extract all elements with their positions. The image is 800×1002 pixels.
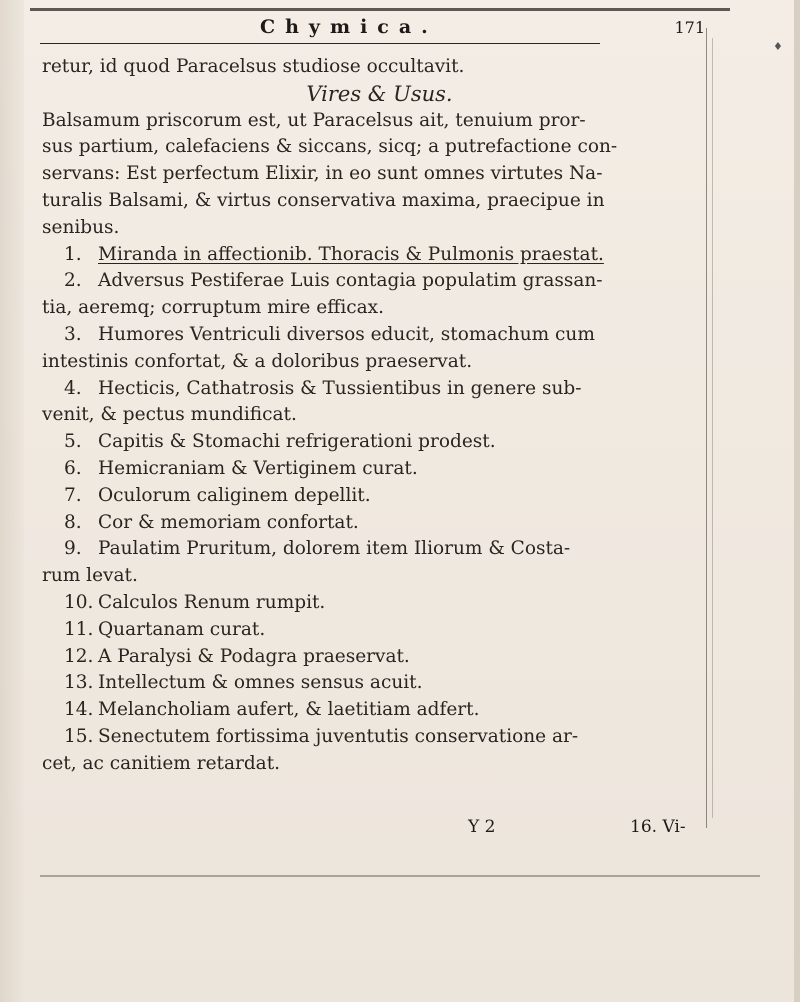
page-edge [794,0,800,1002]
running-title: Chymica. [260,16,438,38]
line-text: Hecticis, Cathatrosis & Tussientibus in genere sub- [98,377,582,399]
numbered-line [42,670,707,697]
item-number: 10. [64,591,94,613]
item-number: 13. [64,672,94,694]
body-text [42,54,707,778]
line-text: Melancholiam aufert, & laetitiam adfert. [98,699,480,721]
line-text: Oculorum caliginem depellit. [98,484,371,506]
text-line [42,161,707,188]
header-rule [40,43,600,44]
line-text: Cor & memoriam confortat. [98,511,359,533]
line-text: turalis Balsami, & virtus conservativa maxima, praecipue in [42,189,605,211]
item-number: 8. [64,511,82,533]
item-number: 9. [64,538,82,560]
line-text: Balsamum priscorum est, ut Paracelsus ait, tenuium pror- [42,109,586,131]
text-line [42,751,707,778]
item-number: 11. [64,618,94,640]
line-text: Quartanam curat. [98,618,266,640]
catchword: 16. Vi- [630,817,686,837]
section-heading: Vires & Usus. [306,81,453,106]
page-number: 171 [674,18,705,37]
item-number: 7. [64,484,82,506]
item-number: 14. [64,699,94,721]
item-number: 4. [64,377,82,399]
top-rule [30,8,730,11]
numbered-line [42,644,707,671]
numbered-line [42,697,707,724]
line-text: venit, & pectus mundificat. [42,404,297,426]
line-text: Adversus Pestiferae Luis contagia populatim grassan- [98,270,603,292]
line-text: Intellectum & omnes sensus acuit. [98,672,423,694]
line-text: servans: Est perfectum Elixir, in eo sunt omnes virtutes Na- [42,163,603,185]
numbered-line [42,590,707,617]
page-header [40,16,705,46]
numbered-line [42,322,707,349]
line-text: intestinis confortat, & a doloribus praeservat. [42,350,473,372]
numbered-line [42,724,707,751]
numbered-line [42,376,707,403]
text-line [42,563,707,590]
signature-mark: Y 2 [468,817,496,837]
line-text: senibus. [42,216,120,238]
line-text: rum levat. [42,565,138,587]
text-line [42,81,707,108]
line-text: retur, id quod Paracelsus studiose occultavit. [42,56,465,77]
numbered-line [42,268,707,295]
right-border-rule-inner [712,38,713,818]
text-line [42,54,707,81]
text-line [42,215,707,242]
text-line [42,108,707,135]
numbered-line [42,617,707,644]
text-line [42,349,707,376]
line-text: Humores Ventriculi diversos educit, stomachum cum [98,323,595,345]
numbered-line [42,483,707,510]
item-number: 15. [64,725,94,747]
numbered-line [42,510,707,537]
text-line [42,188,707,215]
line-text: A Paralysi & Podagra praeservat. [98,645,410,667]
line-text: Senectutem fortissima juventutis conservatione ar- [98,725,579,747]
item-number: 2. [64,270,82,292]
item-number: 5. [64,431,82,453]
numbered-line [42,456,707,483]
line-text: Calculos Renum rumpit. [98,591,326,613]
numbered-line [42,242,707,269]
line-text: Miranda in affectionib. Thoracis & Pulmonis praestat. [98,243,604,265]
text-line [42,402,707,429]
item-number: 12. [64,645,94,667]
item-number: 3. [64,323,82,345]
page-spine-shadow [0,0,24,1002]
text-line [42,295,707,322]
line-text: cet, ac canitiem retardat. [42,752,281,774]
bottom-rule [40,875,760,877]
line-text: Hemicraniam & Vertiginem curat. [98,457,418,479]
item-number: 6. [64,457,82,479]
line-text: Paulatim Pruritum, dolorem item Iliorum & Costa- [98,538,571,560]
margin-mark: ♦ [773,40,783,53]
line-text: sus partium, calefaciens & siccans, sicq; a putrefactione con- [42,136,618,158]
numbered-line [42,429,707,456]
text-line [42,134,707,161]
item-number: 1. [64,243,82,265]
line-text: Capitis & Stomachi refrigerationi prodest. [98,431,496,453]
line-text: tia, aeremq; corruptum mire efficax. [42,297,384,319]
numbered-line [42,536,707,563]
